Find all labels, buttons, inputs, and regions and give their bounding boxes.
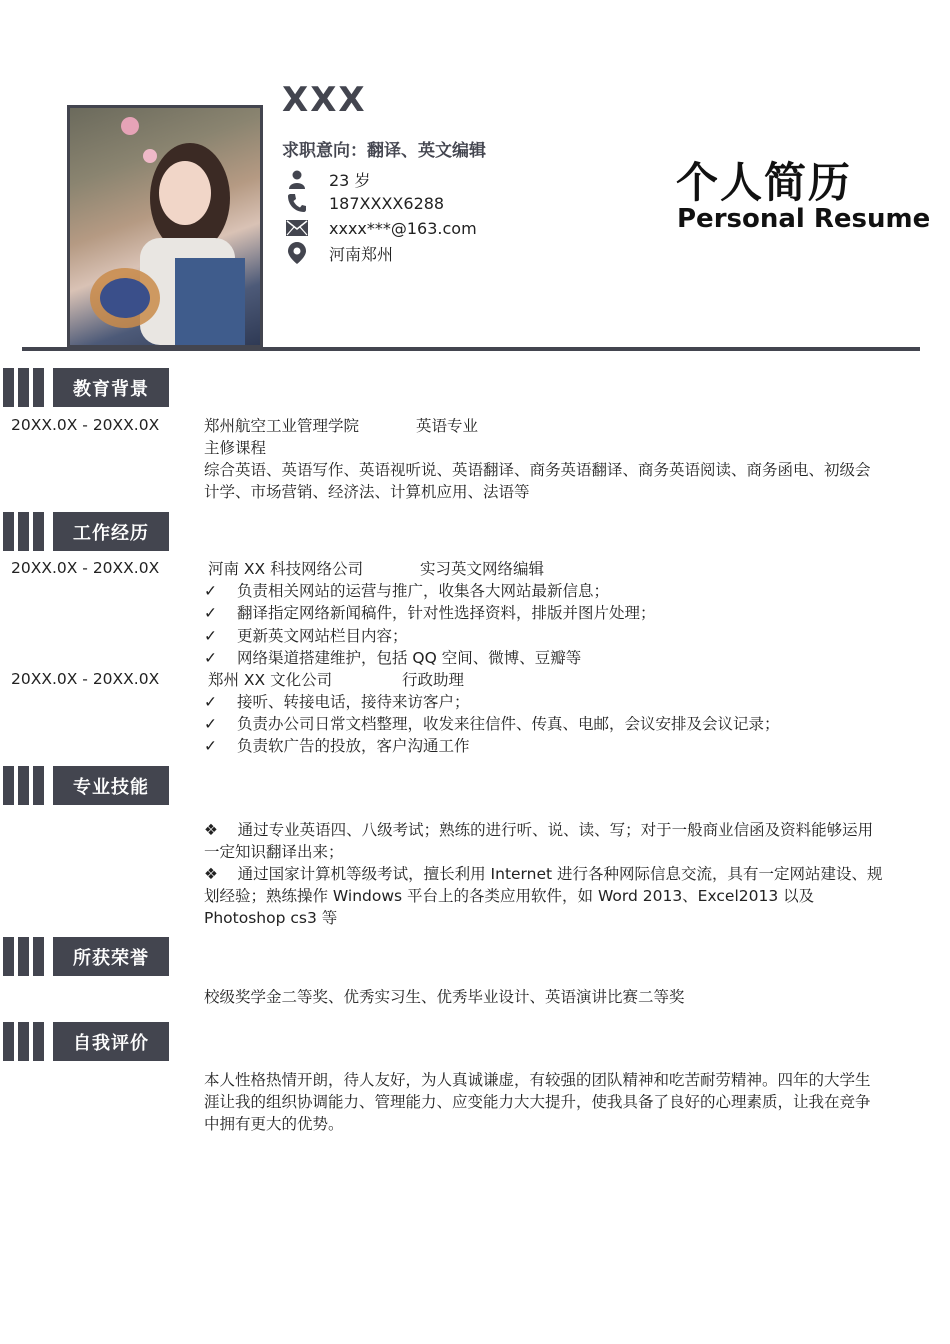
header-divider	[22, 347, 920, 351]
job-intent: 求职意向：翻译、英文编辑	[282, 141, 486, 161]
check-icon: ✓	[204, 693, 217, 711]
duty-item	[204, 602, 656, 624]
section-bar	[33, 368, 44, 407]
location-text: 河南郑州	[329, 244, 394, 264]
candidate-name: XXX	[282, 80, 367, 120]
courses-label: 主修课程	[204, 439, 267, 457]
location-row	[286, 241, 393, 265]
skill-item	[204, 863, 884, 929]
section-bar	[18, 512, 29, 551]
profile-photo	[67, 105, 263, 348]
duty-text: 负责软广告的投放，客户沟通工作	[237, 737, 470, 755]
duty-text: 更新英文网站栏目内容；	[237, 627, 408, 645]
diamond-icon: ❖	[204, 821, 218, 839]
duty-text: 负责相关网站的运营与推广，收集各大网站最新信息；	[237, 582, 610, 600]
section-bar	[33, 766, 44, 805]
education-date: 20XX.0X - 20XX.0X	[11, 416, 160, 434]
section-bar	[33, 512, 44, 551]
resume-title-cn: 个人简历	[676, 158, 853, 207]
section-header-self	[3, 1022, 169, 1061]
section-bar	[3, 512, 14, 551]
section-bar	[18, 766, 29, 805]
check-icon: ✓	[204, 649, 217, 667]
education-major: 英语专业	[416, 417, 479, 435]
duty-text: 负责办公司日常文档整理，收发来往信件、传真、电邮，会议安排及会议记录；	[237, 715, 780, 733]
courses-text: 综合英语、英语写作、英语视听说、英语翻译、商务英语翻译、商务英语阅读、商务函电、初级会计学、市场营销、经济法、计算机应用、法语等	[204, 461, 871, 501]
email-text: xxxx***@163.com	[329, 218, 477, 238]
duty-item	[204, 691, 470, 713]
duty-text: 接听、转接电话，接待来访客户；	[237, 693, 470, 711]
age-text: 23 岁	[329, 170, 371, 190]
skill-item	[204, 819, 884, 863]
check-icon: ✓	[204, 737, 217, 755]
check-icon: ✓	[204, 627, 217, 645]
section-bar	[3, 368, 14, 407]
diamond-icon: ❖	[204, 865, 218, 883]
work-date: 20XX.0X - 20XX.0X	[11, 670, 160, 688]
phone-row	[286, 191, 444, 215]
check-icon: ✓	[204, 715, 217, 733]
section-title: 工作经历	[53, 512, 169, 551]
section-bar	[3, 937, 14, 976]
section-title: 所获荣誉	[53, 937, 169, 976]
section-bar	[33, 1022, 44, 1061]
duty-item	[204, 625, 408, 647]
resume-title-en: Personal Resume	[677, 204, 931, 234]
check-icon: ✓	[204, 604, 217, 622]
section-bar	[33, 937, 44, 976]
duty-item	[204, 735, 470, 757]
honors-text: 校级奖学金二等奖、优秀实习生、优秀毕业设计、英语演讲比赛二等奖	[204, 988, 685, 1006]
check-icon: ✓	[204, 582, 217, 600]
section-bar	[18, 368, 29, 407]
portrait-illustration	[70, 108, 260, 345]
section-bar	[18, 1022, 29, 1061]
duty-item	[204, 580, 609, 602]
section-bar	[3, 766, 14, 805]
duty-item	[204, 713, 780, 735]
section-title: 教育背景	[53, 368, 169, 407]
mail-icon	[286, 217, 308, 239]
self-eval-text: 本人性格热情开朗，待人友好，为人真诚谦虚，有较强的团队精神和吃苦耐劳精神。四年的大学生涯让我的组织协调能力、管理能力、应变能力大大提升，使我具备了良好的心理素质，让我在竞争中拥有更大的优势。	[204, 1071, 871, 1133]
section-header-work	[3, 512, 169, 551]
work-company: 河南 XX 科技网络公司	[208, 560, 364, 578]
location-icon	[286, 242, 308, 264]
work-company: 郑州 XX 文化公司	[208, 671, 333, 689]
education-school: 郑州航空工业管理学院	[204, 417, 360, 435]
duty-text: 翻译指定网络新闻稿件，针对性选择资料，排版并图片处理；	[237, 604, 656, 622]
work-role: 实习英文网络编辑	[420, 560, 545, 578]
email-row	[286, 216, 477, 240]
section-title: 专业技能	[53, 766, 169, 805]
duty-text: 网络渠道搭建维护，包括 QQ 空间、微博、豆瓣等	[237, 649, 582, 667]
work-date: 20XX.0X - 20XX.0X	[11, 559, 160, 577]
section-bar	[3, 1022, 14, 1061]
phone-icon	[286, 192, 308, 214]
age-row	[286, 167, 370, 191]
section-header-education	[3, 368, 169, 407]
section-bar	[18, 937, 29, 976]
skill-text: 通过国家计算机等级考试，擅长利用 Internet 进行各种网际信息交流，具有一定网站建设、规划经验；熟练操作 Windows 平台上的各类应用软件，如 Word 2013、Excel2013 以及 Photoshop cs3 等	[204, 865, 883, 927]
person-icon	[286, 168, 308, 190]
section-header-skills	[3, 766, 169, 805]
section-header-honors	[3, 937, 169, 976]
skill-text: 通过专业英语四、八级考试；熟练的进行听、说、读、写；对于一般商业信函及资料能够运用一定知识翻译出来；	[204, 821, 874, 861]
work-role: 行政助理	[402, 671, 465, 689]
phone-text: 187XXXX6288	[329, 193, 445, 213]
section-title: 自我评价	[53, 1022, 169, 1061]
duty-item	[204, 647, 581, 669]
